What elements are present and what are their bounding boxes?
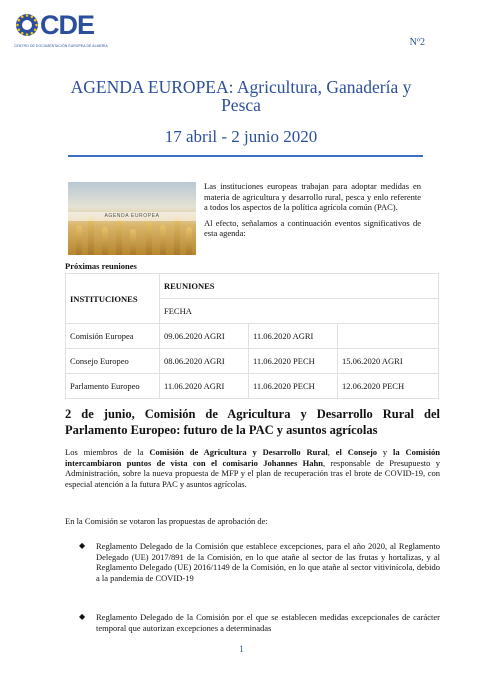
date-cell	[338, 324, 439, 349]
text-run-bold: la Comisión intercambiaron puntos de vista con el comisario Johannes Hahn	[65, 447, 441, 468]
date-cell: 08.06.2020 AGRI	[160, 349, 249, 374]
text-run-bold: el Consejo	[335, 447, 378, 457]
table-row	[66, 374, 439, 399]
list-item-text: Reglamento Delegado de la Comisión que establece excepciones, para el año 2020, al Reglamento Delegado (UE) 2017/891 de la Comisión, en lo que atañe al sector de las frutas y hortalizas, y al Reglamento Delegado (UE) 2016/1149 de la Comisión, en lo que atañe al sector vitivinícola, debido a la pandemia de COVID-19	[96, 541, 440, 583]
intro-paragraph: Las instituciones europeas trabajan para adoptar medidas en materia de agricultura y desarrollo rural, pesca y enlo referente a todos los aspectos de la política agrícola común (PAC).	[204, 181, 421, 213]
table-row	[66, 324, 439, 349]
institution-cell: Consejo Europeo	[66, 349, 160, 374]
meetings-table	[65, 273, 439, 399]
article-paragraph: En la Comisión se votaron las propuestas de aprobación de:	[65, 516, 268, 526]
wheat-field-image	[68, 182, 196, 255]
date-cell: 15.06.2020 AGRI	[338, 349, 439, 374]
bullet-icon: ◆	[79, 541, 86, 550]
bullet-icon: ◆	[79, 612, 86, 621]
date-range: 17 abril - 2 junio 2020	[164, 127, 318, 146]
meetings-label: Próximas reuniones	[65, 261, 137, 271]
article-paragraph	[65, 447, 440, 489]
text-run: ,	[327, 447, 336, 457]
title-divider	[68, 155, 423, 157]
text-run: Los miembros de la	[65, 447, 150, 457]
image-caption: AGENDA EUROPEA	[68, 212, 196, 221]
date-cell: 11.06.2020 AGRI	[160, 374, 249, 399]
date-cell: 11.06.2020 AGRI	[249, 324, 338, 349]
list-item	[79, 541, 440, 583]
cde-logo	[14, 10, 124, 52]
issue-number: Nº2	[409, 37, 425, 48]
article-heading: 2 de junio, Comisión de Agricultura y Desarrollo Rural del Parlamento Europeo: futuro de la PAC y asuntos agrícolas	[65, 407, 440, 437]
list-item	[79, 612, 440, 633]
logo-wordmark: CDE	[40, 10, 95, 40]
text-run: , responsable de Presupuesto y Administración, sobre la nueva propuesta de MFP y el plan de recuperación tras el brote de COVID-19, con especial atención a la futura PAC y asuntos agrícolas.	[65, 457, 440, 489]
text-run: y	[377, 447, 394, 457]
logo-subtitle: CENTRO DE DOCUMENTACIÓN EUROPEA DE ALMERÍA	[14, 44, 108, 48]
institution-cell: Comisión Europea	[66, 324, 160, 349]
table-header-row	[66, 274, 439, 299]
date-cell: 11.06.2020 PECH	[249, 349, 338, 374]
eu-stars-icon	[14, 12, 40, 38]
col-header-date: FECHA	[160, 299, 439, 324]
date-cell: 12.06.2020 PECH	[338, 374, 439, 399]
table-row	[66, 349, 439, 374]
col-header-institutions: INSTITUCIONES	[66, 274, 160, 324]
page-title: AGENDA EUROPEA: Agricultura, Ganadería y Pesca	[70, 77, 412, 115]
col-header-meetings: REUNIONES	[160, 274, 439, 299]
text-run-bold: Comisión de Agricultura y Desarrollo Rural	[149, 447, 328, 457]
intro-text	[204, 181, 421, 244]
date-cell: 11.06.2020 PECH	[249, 374, 338, 399]
institution-cell: Parlamento Europeo	[66, 374, 160, 399]
intro-paragraph: Al efecto, señalamos a continuación eventos significativos de esta agenda:	[204, 217, 421, 239]
date-cell: 09.06.2020 AGRI	[160, 324, 249, 349]
list-item-text: Reglamento Delegado de la Comisión por el que se establecen medidas excepcionales de carácter temporal que autorizan excepciones a determinadas	[96, 612, 440, 633]
page-number: 1	[239, 644, 244, 654]
